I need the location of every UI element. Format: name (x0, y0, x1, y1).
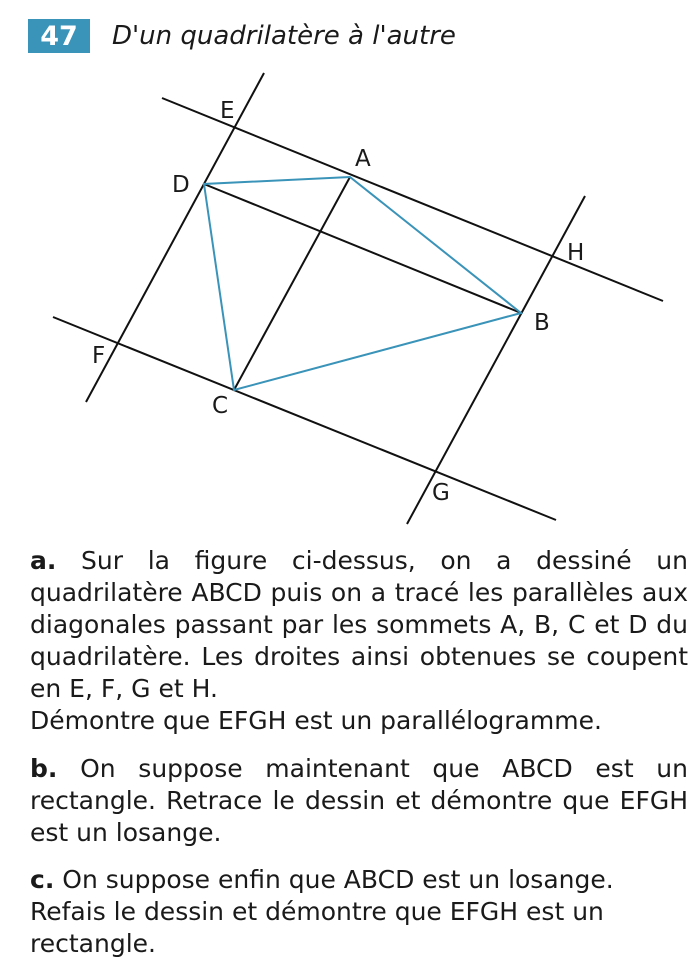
exercise-title: D'un quadrilatère à l'autre (112, 21, 456, 51)
question-b-text: On suppose maintenant que ABCD est un rectangle. Retrace le dessin et démontre que EFGH est un losange. (30, 754, 688, 847)
diagonal-DB (204, 184, 521, 313)
question-a (30, 545, 688, 737)
label-F: F (92, 343, 106, 369)
exercise-number-badge: 47 (28, 19, 90, 53)
line-HG (407, 196, 585, 524)
question-b (30, 753, 688, 849)
line-EH (162, 98, 663, 301)
label-B: B (534, 310, 550, 336)
question-a-label: a. (30, 546, 57, 575)
exercise-header (28, 18, 456, 54)
question-a-text2: Démontre que EFGH est un parallélogramme. (30, 706, 602, 735)
label-G: G (432, 480, 450, 506)
question-c-text: On suppose enfin que ABCD est un losange. Refais le dessin et démontre que EFGH est un rectangle. (30, 865, 614, 958)
question-c-label: c. (30, 865, 55, 894)
label-A: A (355, 146, 371, 172)
label-H: H (567, 240, 585, 266)
label-D: D (172, 172, 190, 198)
diagonal-AC (234, 177, 350, 390)
line-FG (53, 317, 556, 520)
line-EF (86, 73, 264, 402)
geometry-figure (0, 60, 700, 530)
parallel-lines (53, 73, 663, 524)
label-E: E (220, 98, 235, 124)
question-c (30, 864, 688, 960)
question-b-label: b. (30, 754, 58, 783)
label-C: C (212, 393, 229, 419)
question-a-text: Sur la figure ci-dessus, on a dessiné un quadrilatère ABCD puis on a tracé les parallèles aux diagonales passant par les sommets A, B, C et D du quadrilatère. Les droites ainsi obtenues se coupent en E, F, G et H. (30, 546, 688, 703)
